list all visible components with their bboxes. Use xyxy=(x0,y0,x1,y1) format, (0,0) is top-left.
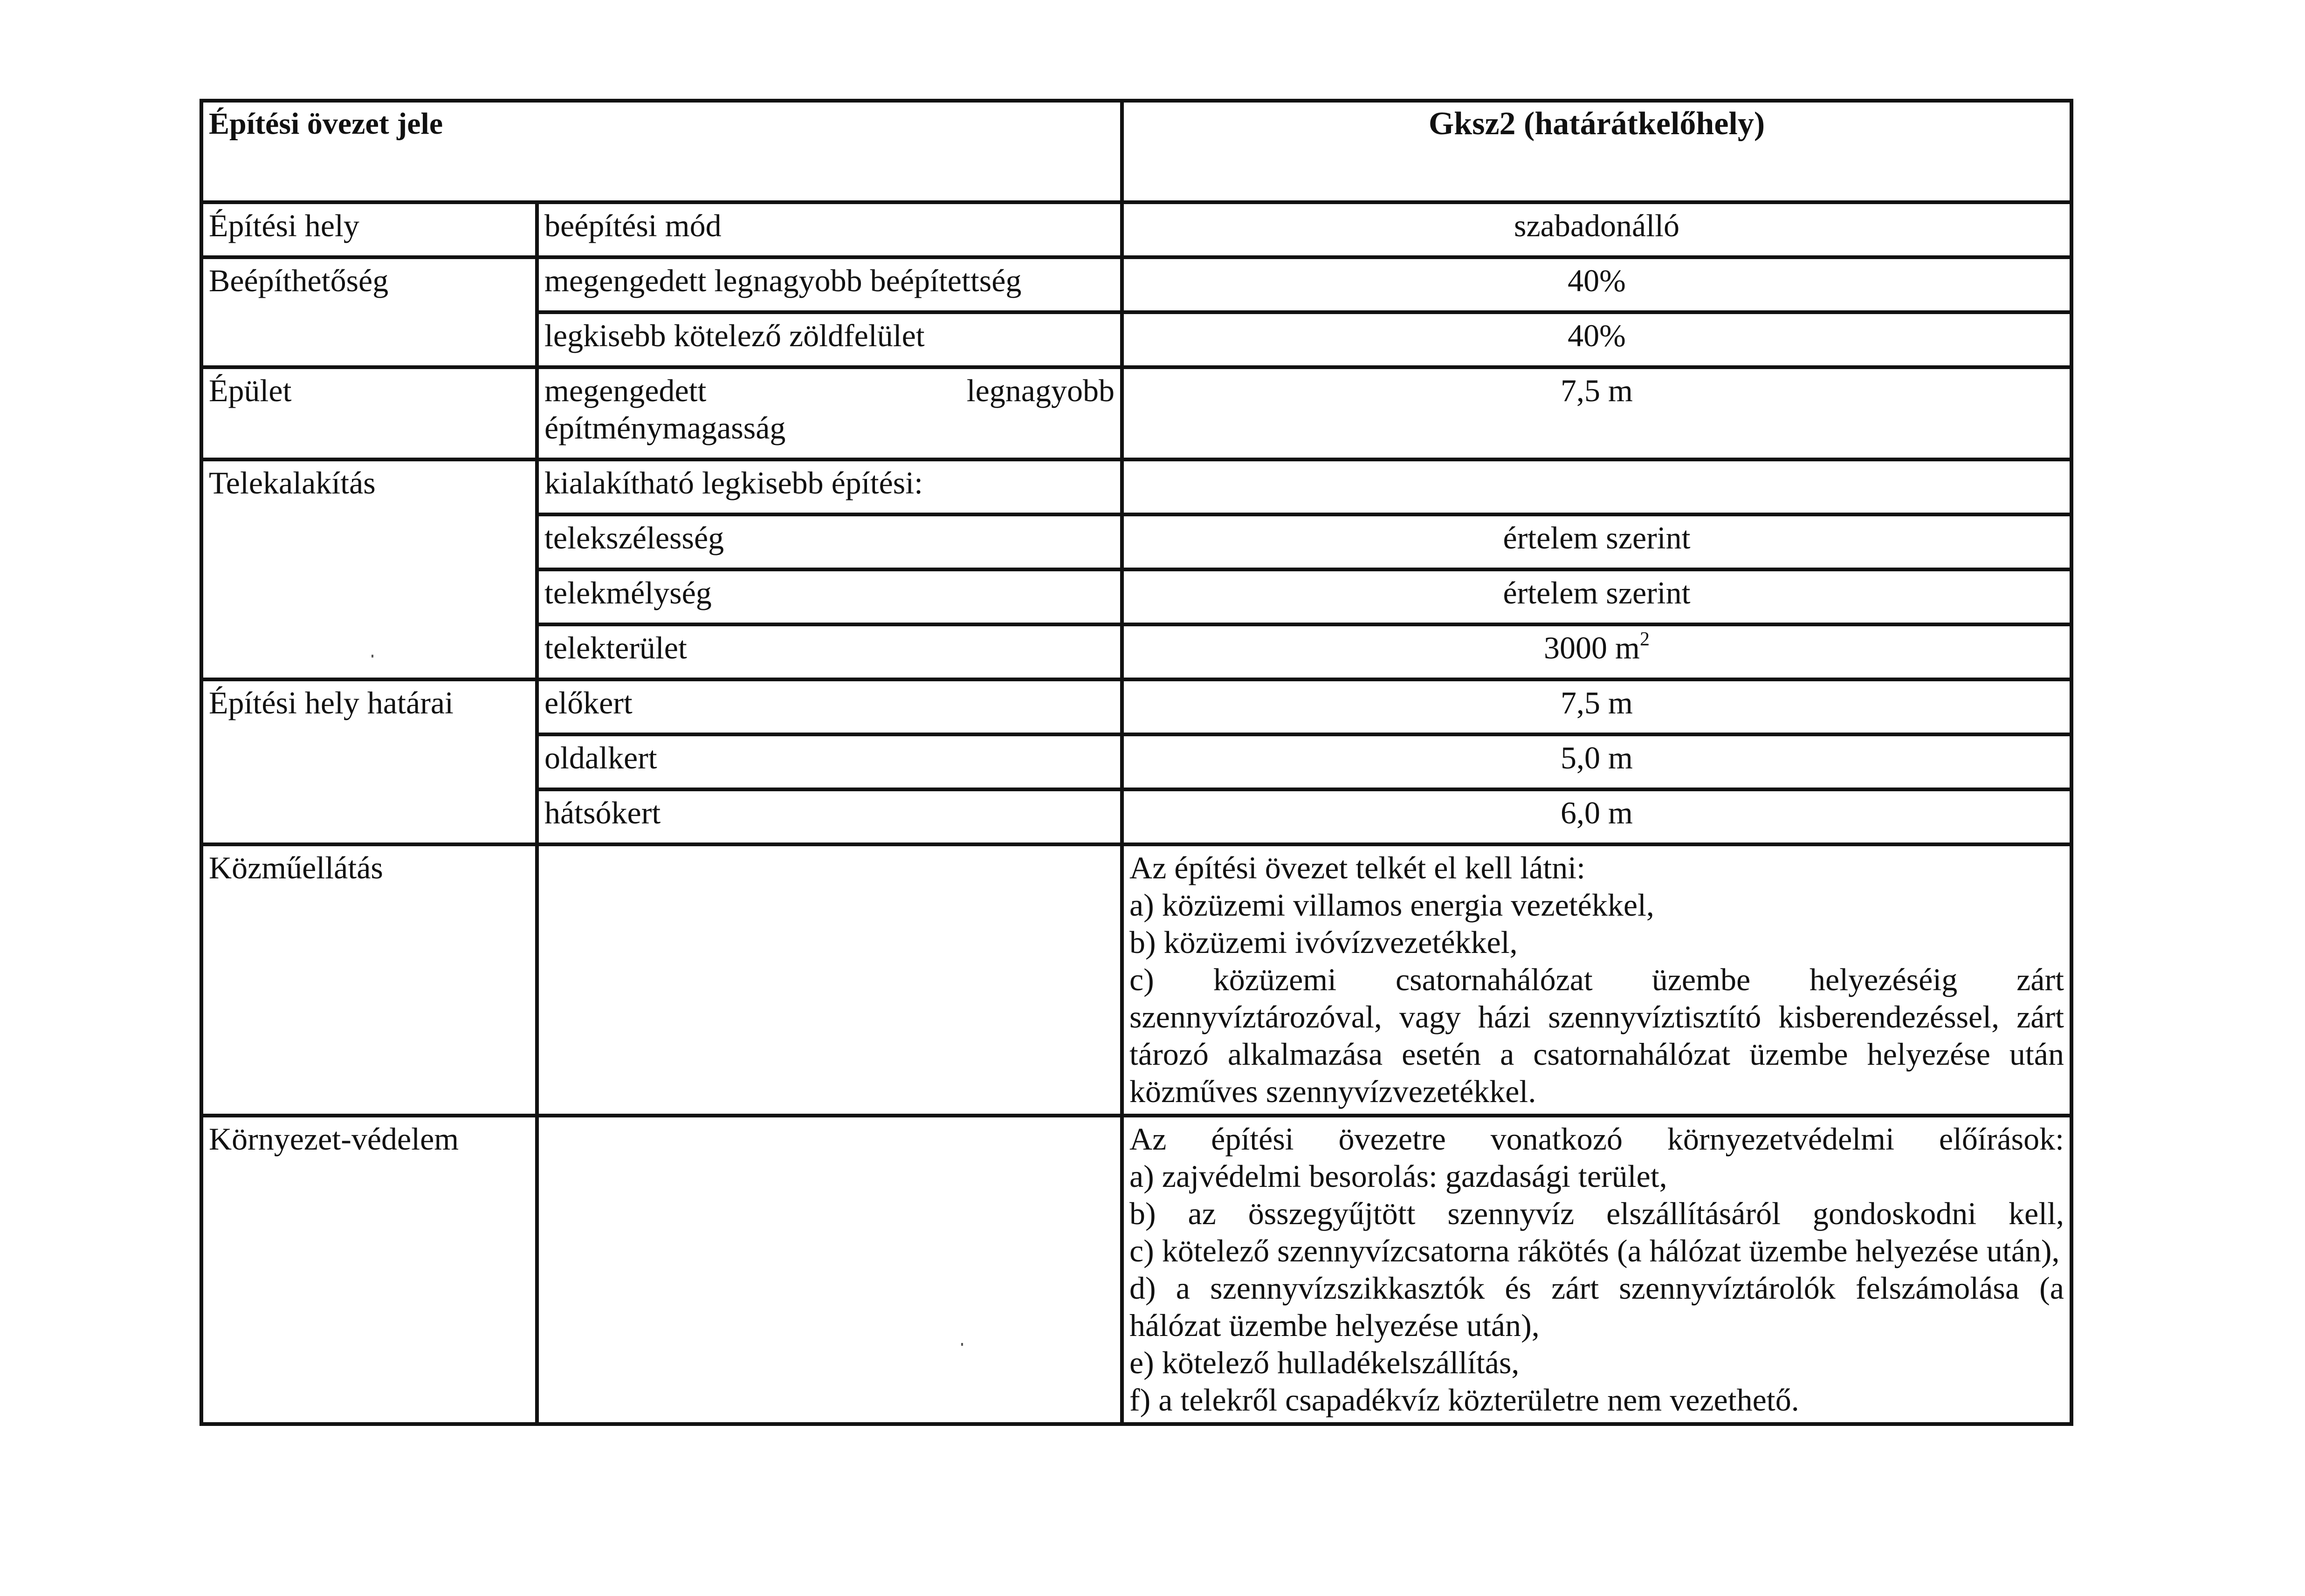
parameter-cell xyxy=(537,367,1122,459)
zoning-regulation-table xyxy=(200,99,2073,1426)
parameter-cell: telekszélesség xyxy=(537,514,1122,569)
table-row xyxy=(201,459,2071,514)
value-cell xyxy=(1122,624,2071,679)
table-row xyxy=(201,367,2071,459)
parameter-cell: előkert xyxy=(537,679,1122,734)
utilities-item: b) közüzemi ivóvízvezetékkel, xyxy=(1129,925,1518,960)
value-cell: 40% xyxy=(1122,257,2071,312)
scan-speck xyxy=(372,655,373,658)
parameter-cell: megengedett legnagyobb beépítettség xyxy=(537,257,1122,312)
table-row xyxy=(201,679,2071,734)
value-cell: 7,5 m xyxy=(1122,679,2071,734)
category-cell: Építési hely határai xyxy=(201,679,537,844)
scan-speck xyxy=(961,1343,963,1346)
zone-label-header: Építési övezet jele xyxy=(201,101,1122,202)
value-superscript: 2 xyxy=(1639,629,1650,651)
environment-item: d) a szennyvízszikkasztók és zárt szennyvíztárolók felszámolása (a hálózat üzembe helyezése után), xyxy=(1129,1270,2064,1343)
parameter-cell: hátsókert xyxy=(537,789,1122,844)
parameter-cell: oldalkert xyxy=(537,734,1122,789)
value-cell: szabadonálló xyxy=(1122,202,2071,257)
environment-item: f) a telekről csapadékvíz közterületre nem vezethető. xyxy=(1129,1382,1799,1418)
table-row-environment xyxy=(201,1116,2071,1424)
empty-parameter-cell xyxy=(537,1116,1122,1424)
parameter-cell: legkisebb kötelező zöldfelület xyxy=(537,312,1122,367)
utilities-item: a) közüzemi villamos energia vezetékkel, xyxy=(1129,887,1654,923)
utilities-intro: Az építési övezet telkét el kell látni: xyxy=(1129,850,1586,885)
value-cell: 7,5 m xyxy=(1122,367,2071,459)
parameter-cell: telekterület xyxy=(537,624,1122,679)
environment-intro: Az építési övezetre vonatkozó környezetvédelmi előírások: xyxy=(1129,1121,2064,1157)
table-header-row xyxy=(201,101,2071,202)
category-cell: Közműellátás xyxy=(201,844,537,1116)
value-text: 3000 m xyxy=(1544,630,1640,665)
environment-item: a) zajvédelmi besorolás: gazdasági terület, xyxy=(1129,1158,1667,1194)
utilities-item: c) közüzemi csatornahálózat üzembe helyezéséig zárt szennyvíztározóval, vagy házi szennyvíztisztító kisberendezéssel, zárt tározó alkalmazása esetén a csatornahálózat üzembe helyezése után közműves szennyvízvezetékkel. xyxy=(1129,962,2064,1109)
table-row-utilities xyxy=(201,844,2071,1116)
environment-text-cell xyxy=(1122,1116,2071,1424)
zone-code-header: Gksz2 (határátkelőhely) xyxy=(1122,101,2071,202)
parameter-cell: beépítési mód xyxy=(537,202,1122,257)
parameter-line: építménymagasság xyxy=(544,410,786,445)
table-row xyxy=(201,257,2071,312)
value-cell: 40% xyxy=(1122,312,2071,367)
empty-parameter-cell xyxy=(537,844,1122,1116)
utilities-text-cell xyxy=(1122,844,2071,1116)
category-cell: Telekalakítás xyxy=(201,459,537,679)
environment-item: c) kötelező szennyvízcsatorna rákötés (a hálózat üzembe helyezése után), xyxy=(1129,1233,2060,1268)
category-cell: Épület xyxy=(201,367,537,459)
value-cell: értelem szerint xyxy=(1122,569,2071,624)
environment-item: e) kötelező hulladékelszállítás, xyxy=(1129,1345,1520,1380)
category-cell: Építési hely xyxy=(201,202,537,257)
environment-item: b) az összegyűjtött szennyvíz elszállításáról gondoskodni kell, xyxy=(1129,1196,2064,1231)
parameter-cell: telekmélység xyxy=(537,569,1122,624)
value-cell: értelem szerint xyxy=(1122,514,2071,569)
parameter-cell: kialakítható legkisebb építési: xyxy=(537,459,1122,514)
category-cell: Beépíthetőség xyxy=(201,257,537,367)
table-row xyxy=(201,202,2071,257)
category-cell: Környezet-védelem xyxy=(201,1116,537,1424)
value-cell: 6,0 m xyxy=(1122,789,2071,844)
value-cell xyxy=(1122,459,2071,514)
parameter-line: megengedett legnagyobb xyxy=(544,373,1115,408)
value-cell: 5,0 m xyxy=(1122,734,2071,789)
